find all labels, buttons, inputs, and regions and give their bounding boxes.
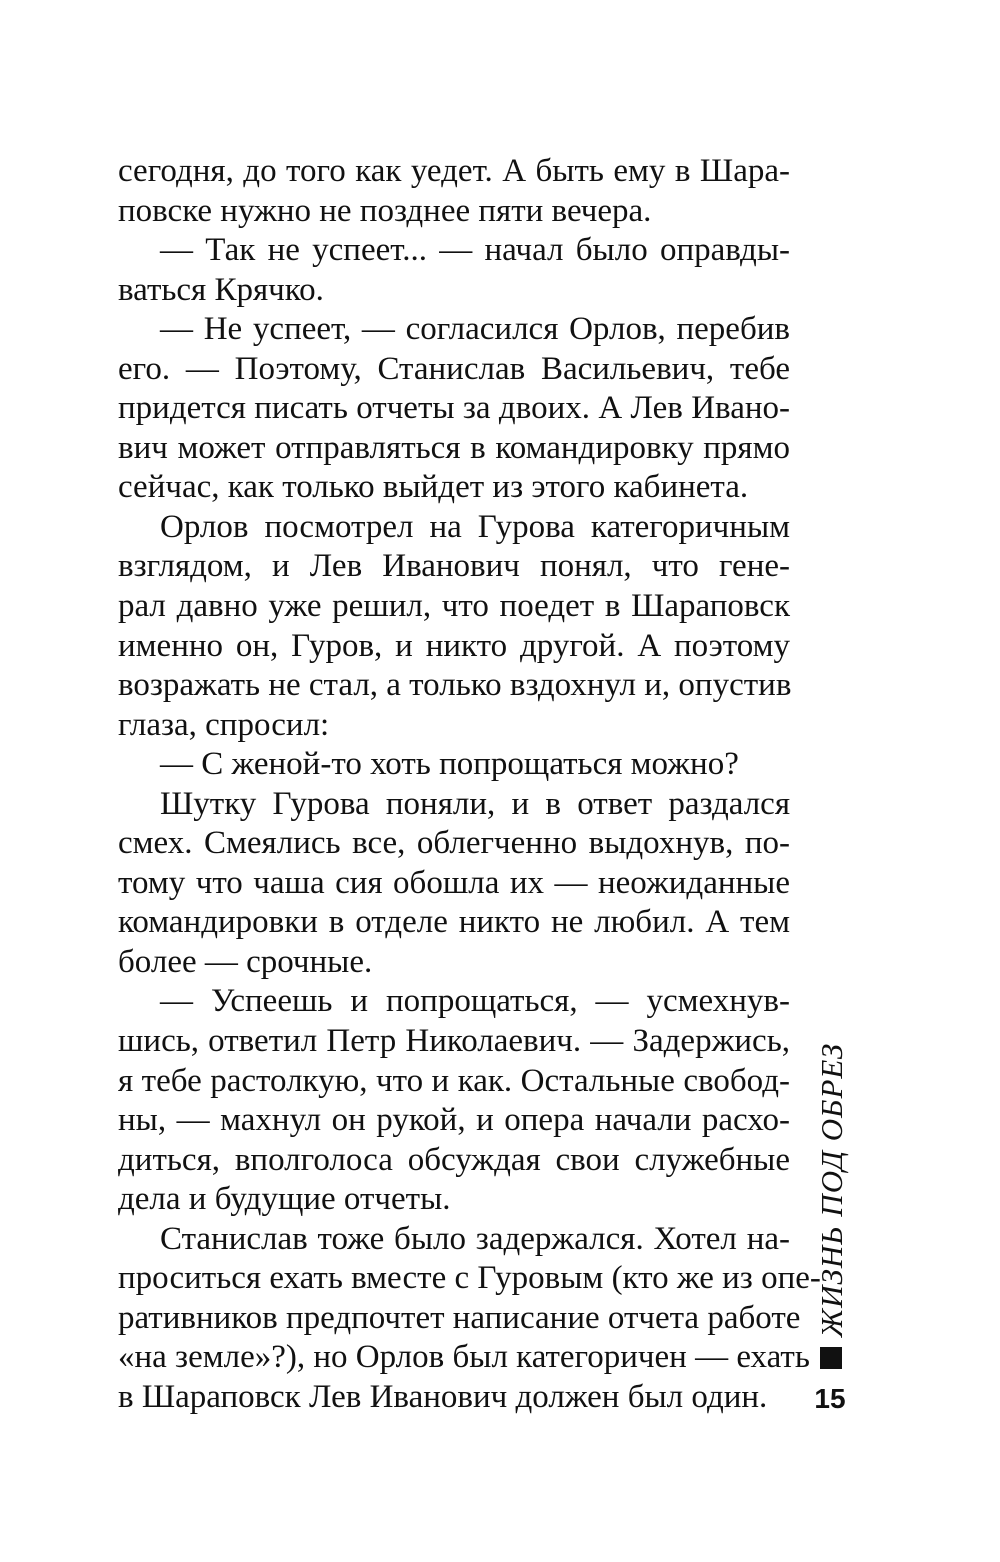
page-number: 15 [814,1383,846,1414]
text-line: его. — Поэтому, Станислав Васильевич, тебе [118,350,790,387]
text-line: вич может отправляться в командировку прямо [118,429,790,466]
text-line: проситься ехать вместе с Гуровым (кто же из опе- [118,1260,821,1297]
text-line: глаза, спросил: [118,706,330,743]
text-line: «на земле»?), но Орлов был категоричен — ехать [118,1339,810,1376]
text-line: взглядом, и Лев Иванович понял, что гене- [118,548,790,585]
text-line: командировки в отделе никто не любил. А тем [118,904,790,941]
text-line: возражать не стал, а только вздохнул и, опустив [118,667,792,704]
text-line: сейчас, как только выйдет из этого кабинета. [118,469,749,506]
text-line: я тебе растолкую, что и как. Остальные свобод- [118,1062,790,1099]
text-line: — С женой-то хоть попрощаться можно? [160,746,739,783]
text-line: в Шараповск Лев Иванович должен был один. [118,1378,768,1415]
text-line: тому что чаша сия обошла их — неожиданные [118,864,790,901]
text-line: дела и будущие отчеты. [118,1181,451,1218]
text-line: Шутку Гурова поняли, и в ответ раздался [160,785,790,822]
text-line: Станислав тоже было задержался. Хотел на- [160,1220,790,1257]
text-line: — Успеешь и попрощаться, — усмехнув- [160,983,790,1020]
text-line: — Не успеет, — согласился Орлов, перебив [160,311,790,348]
text-line: ваться Крячко. [118,271,324,308]
text-line: повске нужно не позднее пяти вечера. [118,192,652,229]
text-line: — Так не успеет... — начал было оправды- [160,232,790,269]
running-title-text: ЖИЗНЬ ПОД ОБРЕЗ [814,1042,850,1338]
text-line: ны, — махнул он рукой, и опера начали расхо- [118,1102,790,1139]
text-line: смех. Смеялись все, облегченно выдохнув, по- [118,825,790,862]
text-line: рал давно уже решил, что поедет в Шараповск [118,588,790,625]
body-text [118,152,821,1418]
text-line: Орлов посмотрел на Гурова категоричным [160,508,790,545]
text-line: более — срочные. [118,943,373,980]
text-line: придется писать отчеты за двоих. А Лев Ивано- [118,390,790,427]
text-line: шись, ответил Петр Николаевич. — Задержись, [118,1023,790,1060]
square-marker-icon [820,1347,842,1369]
text-line: сегодня, до того как уедет. А быть ему в Шара- [118,153,790,189]
text-line: диться, вполголоса обсуждая свои служебные [118,1141,790,1178]
text-line: ративников предпочтет написание отчета работе [118,1299,801,1336]
running-title [812,1042,852,1338]
text-line: именно он, Гуров, и никто другой. А поэтому [118,627,790,664]
